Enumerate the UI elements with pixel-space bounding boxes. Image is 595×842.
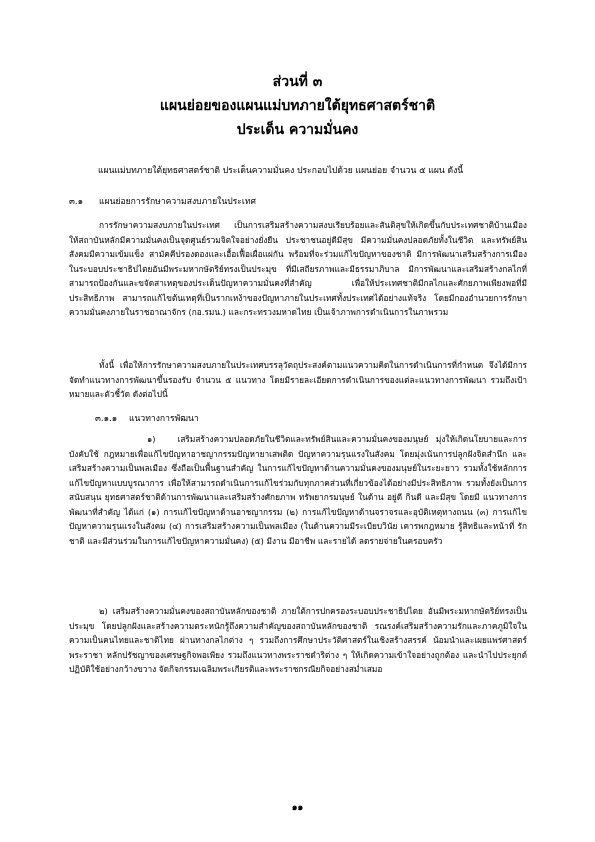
paragraph-2-text: ทั้งนี้ เพื่อให้การรักษาความสงบภายในประเทศบรรลุวัตถุประสงค์ตามแนวความคิดในการดำเนินการที่กำหนด จึงได้มีการจัดทำแนวทางการพัฒนาขึ้นรองรับ จำนวน ๕ แนวทาง โดยมีรายละเอียดการดำเนินการของแต่ละแนวทางการพัฒนา รวมถึงเป้าหมายและตัวชี้วัด ดังต่อไปนี้ — [69, 360, 527, 399]
issue-title: ประเด็น ความมั่นคง — [236, 122, 359, 138]
section-title: แผนย่อยการรักษาความสงบภายในประเทศ — [99, 197, 256, 207]
subsection-title: แนวทางการพัฒนา — [129, 414, 199, 424]
section-number: ๓.๑ — [69, 197, 84, 207]
section-heading — [69, 197, 256, 208]
list-item-2-number: ๒) — [99, 606, 108, 616]
page-number: ๑๑ — [291, 803, 304, 813]
plan-title: แผนย่อยของแผนแม่บทภายใต้ยุทธศาสตร์ชาติ — [159, 98, 436, 114]
paragraph-2 — [69, 358, 527, 402]
list-item-2-text: เสริมสร้างความมั่นคงของสถาบันหลักของชาติ ภายใต้การปกครองระบอบประชาธิปไตย อันมีพระมหากษัตริย์ทรงเป็นประมุข โดยปลูกฝังและสร้างความตระหนักรู้ถึงความสำคัญของสถาบันหลักของชาติ รณรงค์เสริมสร้างความรักและภาคภูมิใจในความเป็นคนไทยและชาติไทย ผ่านทางกลไกต่าง ๆ รวมถึงการศึกษาประวัติศาสตร์ในเชิงสร้างสรรค์ น้อมนำและเผยแพร่ศาสตร์พระราชา หลักปรัชญาของเศรษฐกิจพอเพียง รวมถึงแนวทางพระราชดำริต่าง ๆ ให้เกิดความเข้าใจอย่างถูกต้อง และนำไปประยุกต์ปฏิบัติใช้อย่างกว้างขวาง จัดกิจกรรมเฉลิมพระเกียรติและพระราชกรณียกิจอย่างสม่ำเสมอ — [69, 606, 527, 674]
paragraph-1-text: การรักษาความสงบภายในประเทศ เป็นการเสริมสร้างความสงบเรียบร้อยและสันติสุขให้เกิดขึ้นกับประเทศชาติบ้านเมือง ให้สถาบันหลักมีความมั่นคงเป็นจุดศูนย์รวมจิตใจอย่างยั่งยืน ประชาชนอยู่ดีมีสุข มีความมั่นคงปลอดภัยทั้งในชีวิต และทรัพย์สิน สังคมมีความเข้มแข็ง สามัคคีปรองดองและเอื้อเฟื้อเผื่อแผ่กัน พร้อมที่จะร่วมแก้ไขปัญหาของชาติ มีการพัฒนาเสริมสร้างการเมืองในระบอบประชาธิปไตยอันมีพระมหากษัตริย์ทรงเป็นประมุข ที่มีเสถียรภาพและมีธรรมาภิบาล มีการพัฒนาและเสริมสร้างกลไกที่สามารถป้องกันและขจัดสาเหตุของประเด็นปัญหาความมั่นคงที่สำคัญ เพื่อให้ประเทศชาติมีกลไกและศักยภาพเพียงพอที่มีประสิทธิภาพ สามารถแก้ไขต้นเหตุที่เป็นรากเหง้าของปัญหาภายในประเทศทั้งประเทศได้อย่างแท้จริง โดยมีกองอำนวยการรักษาความมั่นคงภายในราชอาณาจักร (กอ.รมน.) และกระทรวงมหาดไทย เป็นเจ้าภาพการดำเนินการในภาพรวม — [69, 220, 527, 317]
intro-text: แผนแม่บทภายใต้ยุทธศาสตร์ชาติ ประเด็นความมั่นคง ประกอบไปด้วย แผนย่อย จำนวน ๕ แผน ดังนี้ — [98, 166, 464, 176]
list-item-1 — [69, 432, 527, 548]
paragraph-1 — [69, 218, 527, 320]
subsection-number: ๓.๑.๑ — [95, 414, 118, 424]
subsection-heading — [95, 414, 199, 425]
list-item-2 — [69, 604, 527, 677]
part-title: ส่วนที่ ๓ — [272, 74, 323, 90]
list-item-1-number: ๑) — [147, 434, 156, 444]
list-item-1-text: เสริมสร้างความปลอดภัยในชีวิตและทรัพย์สินและความมั่นคงของมนุษย์ มุ่งให้เกิดนโยบายและการบังคับใช้ กฎหมายเพื่อแก้ไขปัญหาอาชญากรรมปัญหายาเสพติด ปัญหาความรุนแรงในสังคม โดยมุ่งเน้นการปลูกฝังจิตสำนึก และเสริมสร้างความเป็นพลเมือง ซึ่งถือเป็นพื้นฐานสำคัญ ในการแก้ไขปัญหาด้านความมั่นคงของมนุษย์ในระยะยาว รวมทั้งใช้หลักการแก้ไขปัญหาแบบบูรณาการ เพื่อให้สามารถดำเนินการแก้ไขร่วมกับทุกภาคส่วนที่เกี่ยวข้องได้อย่างมีประสิทธิภาพ รวมทั้งยังเป็นการสนับสนุน ยุทธศาสตร์ชาติด้านการพัฒนาและเสริมสร้างศักยภาพ ทรัพยากรมนุษย์ ในด้าน อยู่ดี กินดี และมีสุข โดยมี แนวทางการพัฒนาที่สำคัญ ได้แก่ (๑) การแก้ไขปัญหาด้านอาชญากรรม (๒) การแก้ไขปัญหาด้านจราจรและอุบัติเหตุทางถนน (๓) การแก้ไขปัญหาความรุนแรงในสังคม (๔) การเสริมสร้างความเป็นพลเมือง (ในด้านความมีระเบียบวินัย เคารพกฎหมาย รู้สิทธิและหน้าที่ รักชาติ และมีส่วนร่วมในการแก้ไขปัญหาความมั่นคง) (๕) มีงาน มีอาชีพ และรายได้ ลดรายจ่ายในครอบครัว — [69, 434, 527, 546]
